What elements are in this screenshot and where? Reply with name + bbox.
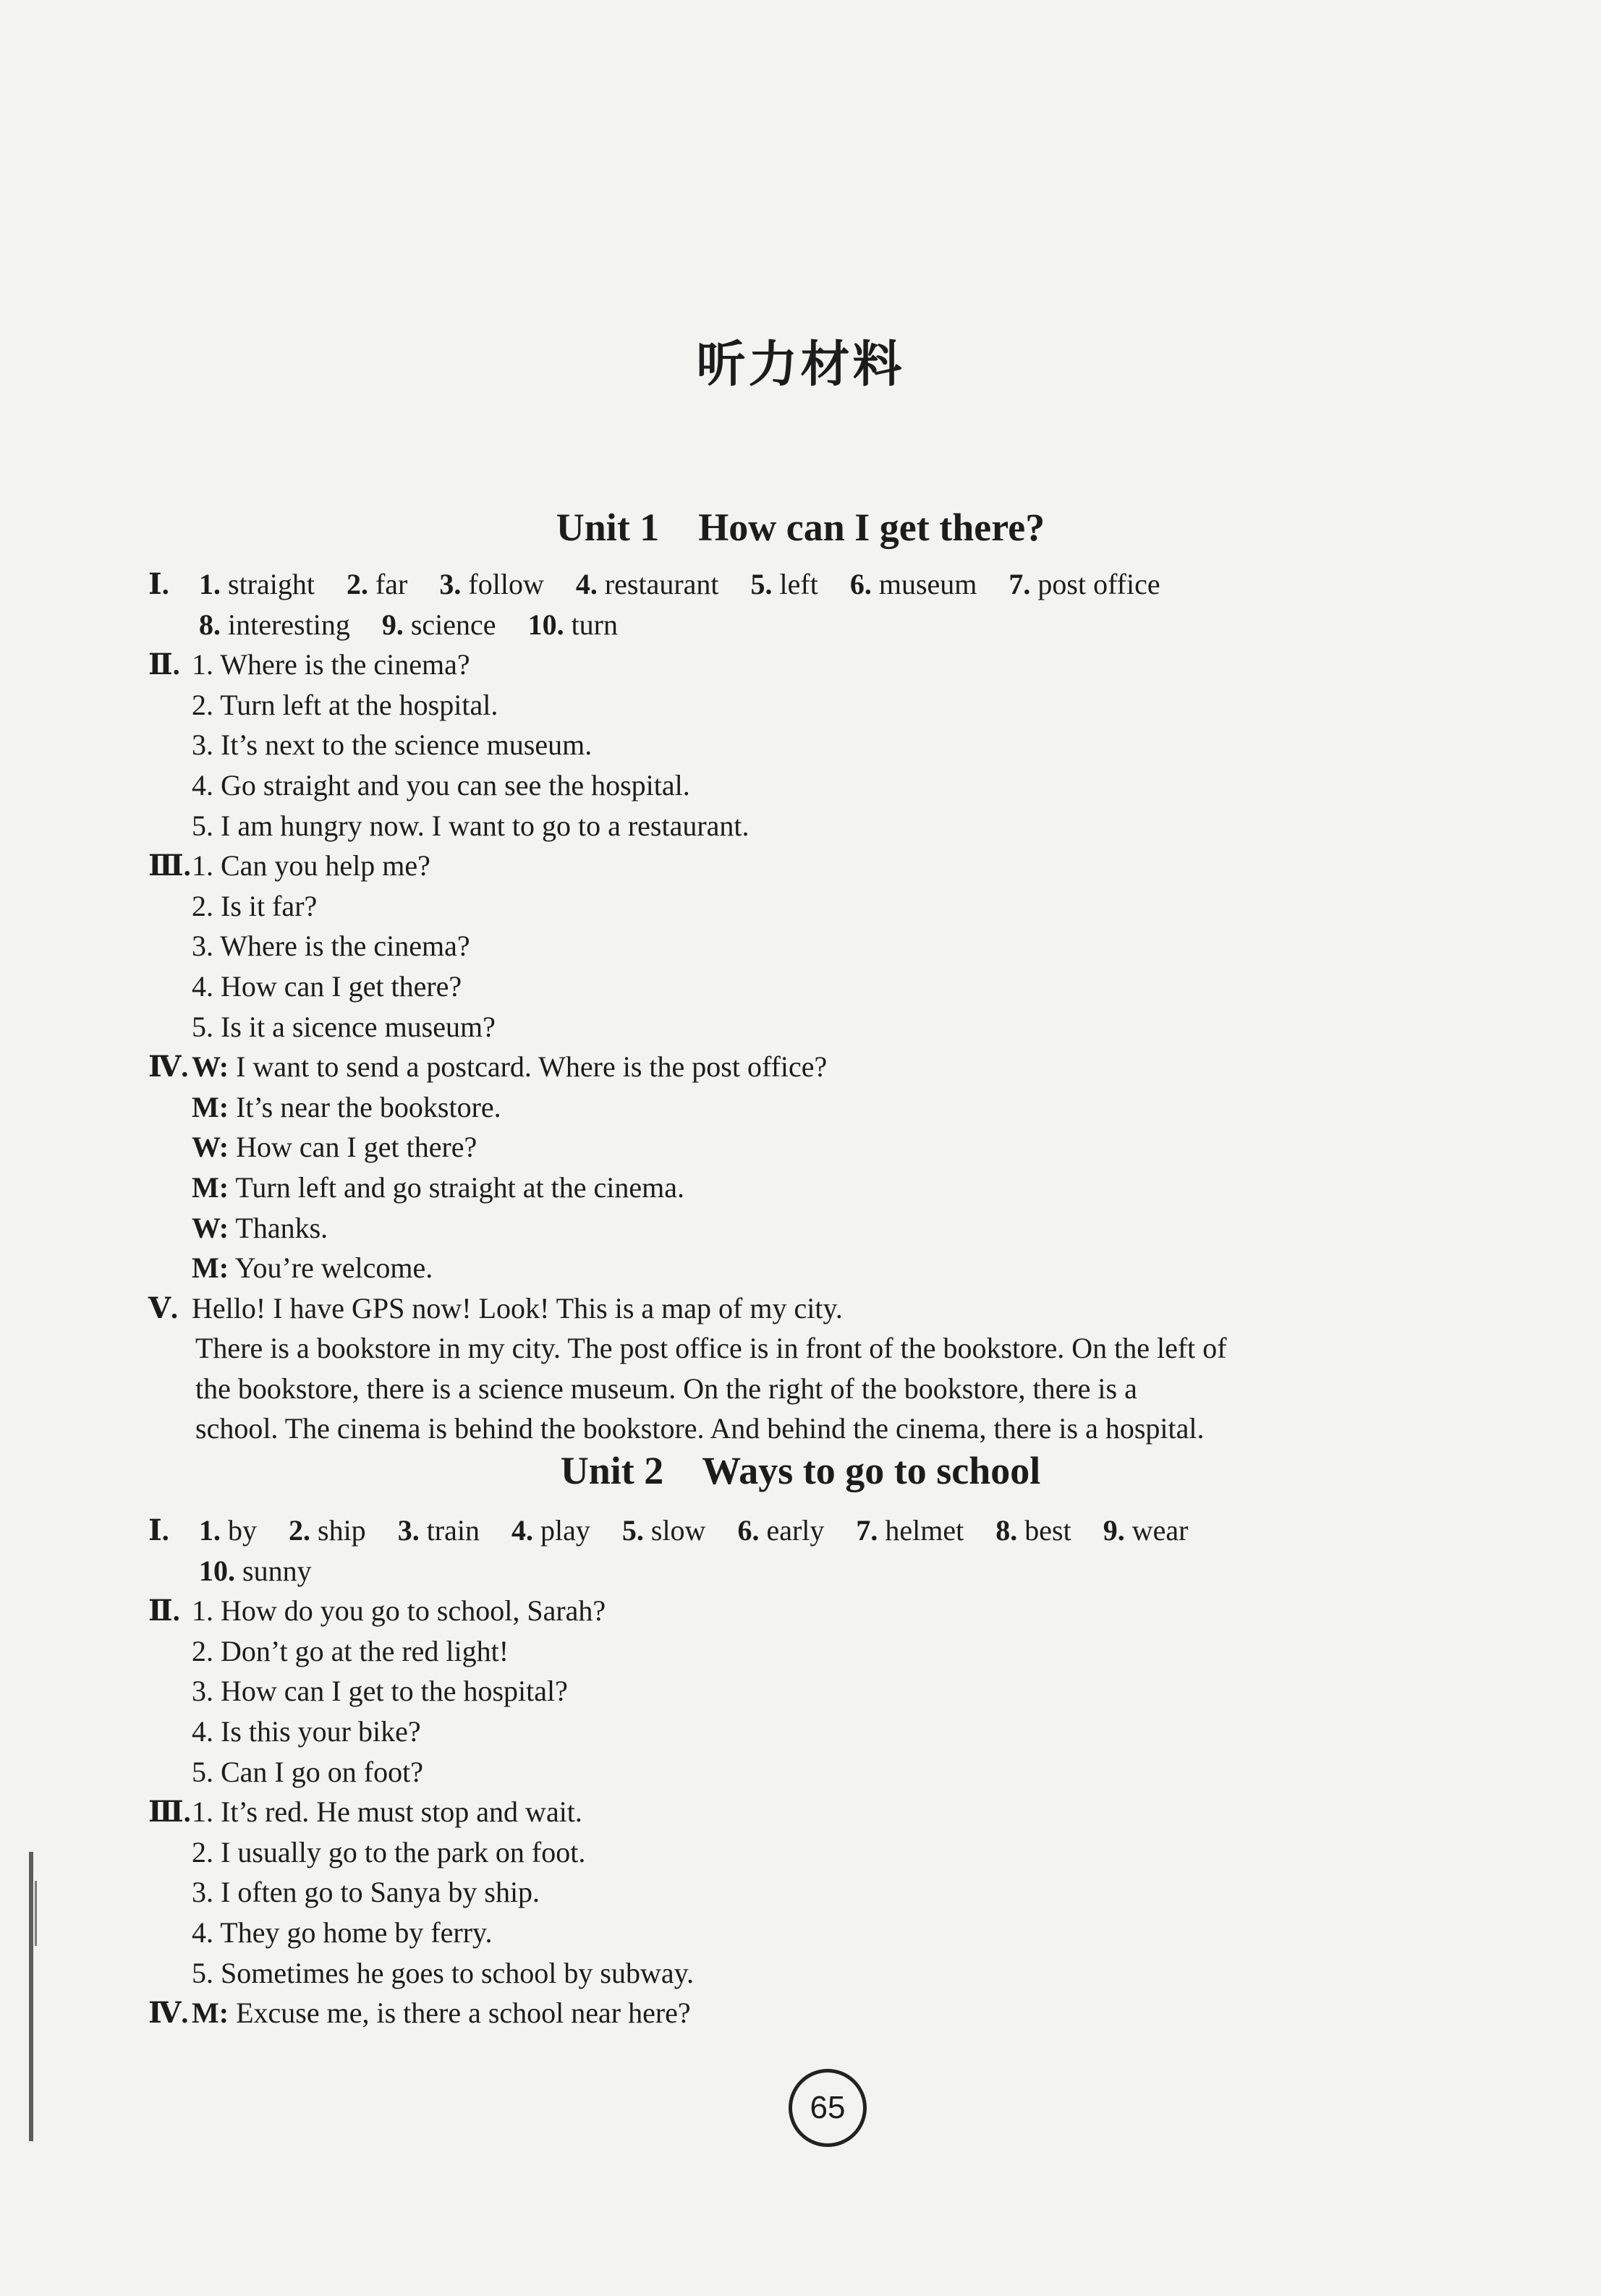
item-number: 9. xyxy=(1103,1514,1125,1547)
vocab-word: play xyxy=(540,1514,590,1547)
item-number: 1. xyxy=(199,568,221,600)
passage-line: Ⅴ. Hello! I have GPS now! Look! This is a map of my city. xyxy=(148,1288,1508,1329)
item-number: 5. xyxy=(621,1514,644,1547)
section-number: Ⅳ. xyxy=(148,1997,189,2030)
vocab-word: restaurant xyxy=(604,568,719,600)
item-number: 7. xyxy=(1008,568,1031,600)
item-number: 8. xyxy=(199,608,221,641)
section-number: Ⅲ. xyxy=(148,1795,191,1829)
binding-mark xyxy=(29,1852,33,2141)
vocab-word: best xyxy=(1024,1514,1071,1547)
item-number: 2. xyxy=(289,1514,310,1547)
speaker-label: W: xyxy=(192,1050,229,1084)
section-number: Ⅰ. xyxy=(148,568,169,600)
vocab-word: turn xyxy=(571,608,618,641)
item-number: 8. xyxy=(995,1514,1018,1547)
sentence-item: 5. I am hungry now. I want to go to a restaurant. xyxy=(192,809,749,842)
sentence-item: Ⅲ.1. Can you help me? xyxy=(148,846,1508,886)
dialogue-line: M: It’s near the bookstore. xyxy=(192,1090,501,1123)
sentence-item: 4. How can I get there? xyxy=(192,969,462,1003)
sentence-item: 4. Is this your bike? xyxy=(192,1714,421,1748)
vocab-word: ship xyxy=(318,1514,366,1547)
section-number: Ⅳ. xyxy=(148,1050,189,1084)
speaker-label: M: xyxy=(192,1090,229,1123)
page-number: 65 xyxy=(789,2069,867,2147)
section-number: Ⅱ. xyxy=(148,648,180,681)
passage-line: school. The cinema is behind the bookstore. And behind the cinema, there is a hospital. xyxy=(195,1412,1205,1445)
sentence-item: 2. Is it far? xyxy=(192,889,318,922)
dialogue-line: M: You’re welcome. xyxy=(192,1251,433,1285)
section-number: Ⅱ. xyxy=(148,1594,180,1628)
dialogue-line: W: How can I get there? xyxy=(192,1131,477,1164)
item-number: 7. xyxy=(856,1514,878,1547)
item-number: 10. xyxy=(199,1554,235,1587)
item-number: 6. xyxy=(849,568,872,600)
item-number: 9. xyxy=(381,608,404,641)
unit-1-heading: Unit 1 How can I get there? xyxy=(556,506,1045,549)
sentence-item: 5. Can I go on foot? xyxy=(192,1755,423,1788)
vocab-word: slow xyxy=(650,1514,706,1547)
section-number: Ⅴ. xyxy=(148,1291,179,1325)
unit-2-section xyxy=(148,1510,1508,2033)
listening-passage xyxy=(148,1328,1508,1449)
speaker-label: M: xyxy=(192,1251,229,1285)
item-number: 1. xyxy=(199,1514,221,1547)
vocab-word: left xyxy=(779,568,818,600)
sentence-item: 3. Where is the cinema? xyxy=(192,930,470,963)
dialogue-line: W: Thanks. xyxy=(192,1211,328,1244)
word-list-line xyxy=(148,564,1508,605)
page-title: 听力材料 xyxy=(696,336,905,394)
word-list-line xyxy=(148,1551,1508,1591)
speaker-label: W: xyxy=(192,1131,229,1164)
word-list-line xyxy=(148,605,1508,645)
vocab-word: follow xyxy=(468,568,544,600)
sentence-item: 2. Turn left at the hospital. xyxy=(192,688,498,721)
sentence-item: Ⅲ.1. It’s red. He must stop and wait. xyxy=(148,1792,1508,1832)
sentence-item: Ⅱ. 1. How do you go to school, Sarah? xyxy=(148,1591,1508,1631)
sentence-item: 3. How can I get to the hospital? xyxy=(192,1675,568,1708)
vocab-word: wear xyxy=(1131,1514,1189,1547)
sentence-item: 4. Go straight and you can see the hospital. xyxy=(192,768,690,802)
vocab-word: interesting xyxy=(228,608,350,641)
unit-1-section xyxy=(148,564,1508,1449)
item-number: 2. xyxy=(346,568,368,600)
sentence-item: 3. It’s next to the science museum. xyxy=(192,728,593,762)
vocab-word: post office xyxy=(1037,568,1160,600)
item-number: 5. xyxy=(750,568,773,600)
vocab-word: helmet xyxy=(885,1514,964,1547)
item-number: 3. xyxy=(439,568,462,600)
speaker-label: M: xyxy=(192,1997,229,2030)
vocab-word: by xyxy=(228,1514,257,1547)
speaker-label: M: xyxy=(192,1170,229,1204)
item-number: 6. xyxy=(737,1514,760,1547)
passage-line: There is a bookstore in my city. The post office is in front of the bookstore. On the left of xyxy=(195,1332,1227,1365)
word-list-line xyxy=(148,1510,1508,1551)
vocab-word: far xyxy=(375,568,408,600)
sentence-item: 5. Is it a sicence museum? xyxy=(192,1010,496,1043)
item-number: 10. xyxy=(527,608,564,641)
sentence-item: 2. Don’t go at the red light! xyxy=(192,1634,509,1667)
item-number: 4. xyxy=(575,568,598,600)
vocab-word: early xyxy=(766,1514,825,1547)
speaker-label: W: xyxy=(192,1211,229,1244)
item-number: 4. xyxy=(511,1514,533,1547)
vocab-word: science xyxy=(410,608,496,641)
dialogue-line: Ⅳ. W: I want to send a postcard. Where is the post office? xyxy=(148,1047,1508,1087)
sentence-item: 4. They go home by ferry. xyxy=(192,1916,493,1949)
section-number: Ⅰ. xyxy=(148,1514,169,1547)
binding-mark xyxy=(35,1881,37,1946)
unit-2-heading: Unit 2 Ways to go to school xyxy=(560,1449,1041,1492)
passage-line: the bookstore, there is a science museum. On the right of the bookstore, there is a xyxy=(195,1372,1137,1405)
sentence-item: 2. I usually go to the park on foot. xyxy=(192,1835,586,1868)
vocab-word: train xyxy=(426,1514,480,1547)
dialogue-line: Ⅳ. M: Excuse me, is there a school near here? xyxy=(148,1993,1508,2033)
vocab-word: straight xyxy=(228,568,315,600)
dialogue-line: M: Turn left and go straight at the cinema. xyxy=(192,1170,684,1204)
sentence-item: Ⅱ. 1. Where is the cinema? xyxy=(148,645,1508,685)
vocab-word: sunny xyxy=(242,1554,312,1587)
sentence-item: 3. I often go to Sanya by ship. xyxy=(192,1876,540,1909)
section-number: Ⅲ. xyxy=(148,849,191,883)
item-number: 3. xyxy=(397,1514,420,1547)
vocab-word: museum xyxy=(878,568,977,600)
sentence-item: 5. Sometimes he goes to school by subway. xyxy=(192,1956,695,1989)
